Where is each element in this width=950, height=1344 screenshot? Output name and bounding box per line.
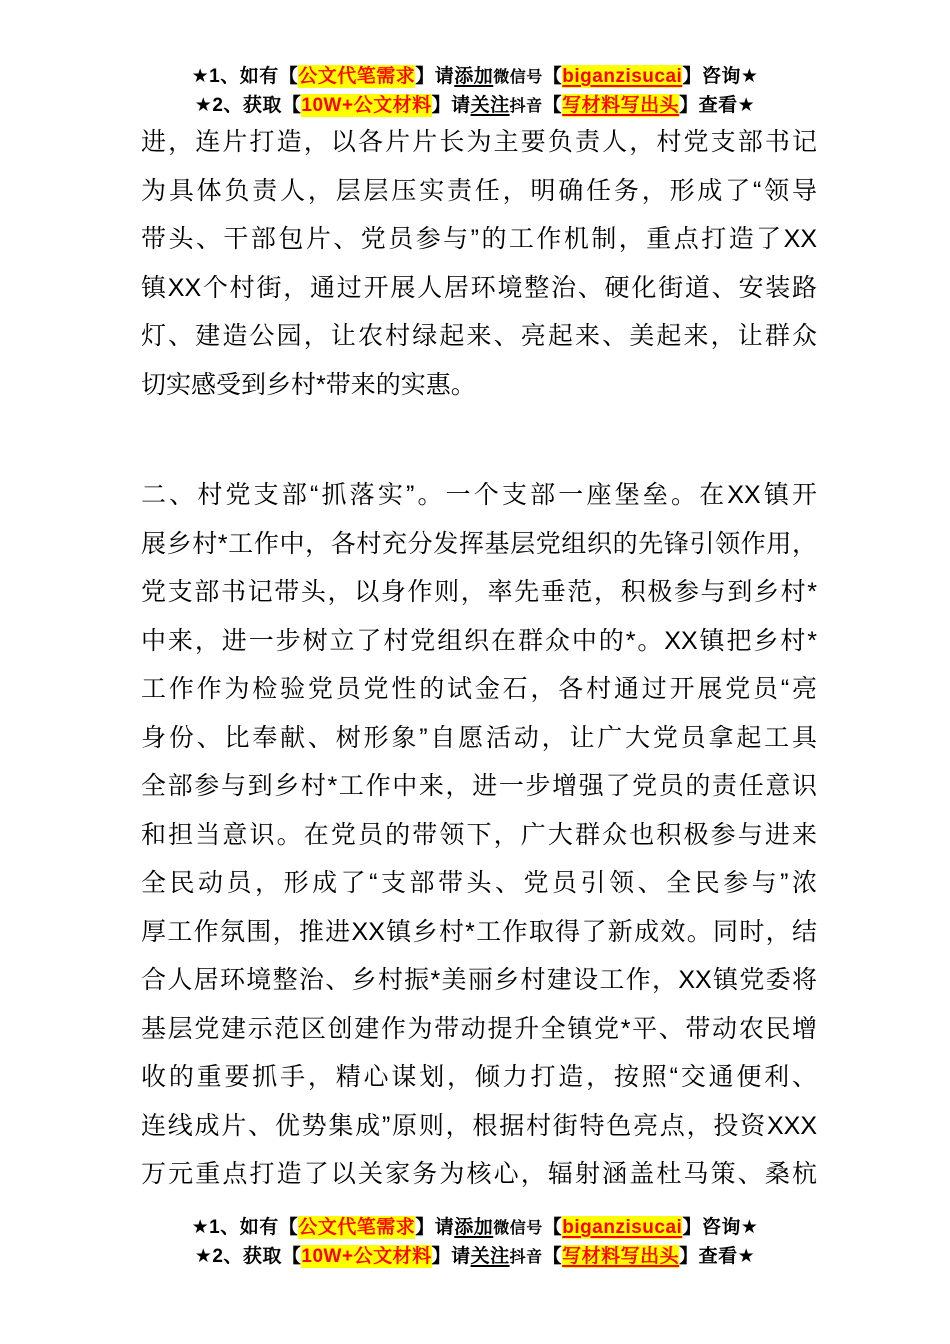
paragraph-2 bbox=[141, 471, 817, 1199]
wechat-label: 微信号 bbox=[493, 1220, 543, 1237]
body-line: 厚工作氛围，推进XX镇乡村*工作取得了新成效。同时，结 bbox=[141, 917, 817, 946]
promo-text: 【 bbox=[542, 1246, 563, 1267]
wechat-id: biganzisucai bbox=[562, 66, 683, 87]
douyin-label: 抖音 bbox=[509, 98, 543, 115]
body-line: 和担当意识。在党员的带领下，广大群众也积极参与进来 bbox=[141, 820, 817, 849]
action-follow-underlined: 关注 bbox=[470, 95, 510, 116]
body-line: 展乡村*工作中，各村充分发挥基层党组织的先锋引领作用， bbox=[141, 529, 817, 558]
paragraph-1 bbox=[141, 118, 817, 409]
header-promo bbox=[0, 63, 950, 121]
action-add-underlined: 添加 bbox=[454, 66, 494, 87]
keyword-highlight: 公文代笔需求 bbox=[298, 1217, 416, 1238]
body-line: 万元重点打造了以关家务为核心，辐射涵盖杜马策、桑杭 bbox=[141, 1160, 817, 1188]
promo-text: 】查看★ bbox=[679, 1246, 756, 1267]
promo-text: 】请 bbox=[431, 1246, 471, 1267]
promo-text: 【 bbox=[542, 95, 563, 116]
promo-text: 【 bbox=[542, 1217, 563, 1238]
douyin-label: 抖音 bbox=[509, 1249, 543, 1266]
promo-line-2 bbox=[0, 1243, 950, 1272]
body-line: 连线成片、优势集成”原则，根据村街特色亮点，投资XXX bbox=[141, 1111, 817, 1140]
body-line: 为具体负责人，层层压实责任，明确任务，形成了“领导 bbox=[141, 176, 817, 205]
wechat-id: biganzisucai bbox=[562, 1217, 683, 1238]
body-line: 带头、干部包片、党员参与”的工作机制，重点打造了XX bbox=[141, 225, 817, 253]
douyin-account: 写材料写出头 bbox=[562, 95, 680, 116]
keyword-highlight: 10W+公文材料 bbox=[301, 1246, 432, 1267]
body-line: 收的重要抓手，精心谋划，倾力打造，按照“交通便利、 bbox=[141, 1063, 817, 1091]
promo-text: ★2、获取【 bbox=[194, 1246, 302, 1267]
promo-line-1 bbox=[0, 1214, 950, 1243]
promo-text: 】咨询★ bbox=[682, 1217, 759, 1238]
body-line: 工作作为检验党员党性的试金石，各村通过开展党员“亮 bbox=[141, 675, 817, 703]
body-line: 身份、比奉献、树形象”自愿活动，让广大党员拿起工具 bbox=[141, 723, 817, 752]
promo-text: 【 bbox=[542, 66, 563, 87]
body-line: 二、村党支部“抓落实”。一个支部一座堡垒。在XX镇开 bbox=[141, 481, 817, 509]
action-add-underlined: 添加 bbox=[454, 1217, 494, 1238]
body-line: 合人居环境整治、乡村振*美丽乡村建设工作，XX镇党委将 bbox=[141, 966, 817, 994]
document-body bbox=[141, 118, 817, 1199]
douyin-account: 写材料写出头 bbox=[562, 1246, 680, 1267]
body-line: 进，连片打造，以各片片长为主要负责人，村党支部书记 bbox=[141, 128, 817, 156]
promo-text: 】咨询★ bbox=[682, 66, 759, 87]
promo-text: ★2、获取【 bbox=[194, 95, 302, 116]
body-line: 全部参与到乡村*工作中来，进一步增强了党员的责任意识 bbox=[141, 772, 817, 800]
promo-text: 】请 bbox=[431, 95, 471, 116]
keyword-highlight: 10W+公文材料 bbox=[301, 95, 432, 116]
promo-text: 】请 bbox=[415, 1217, 455, 1238]
body-line: 灯、建造公园，让农村绿起来、亮起来、美起来，让群众 bbox=[141, 322, 817, 350]
body-line: 中来，进一步树立了村党组织在群众中的*。XX镇把乡村* bbox=[141, 626, 817, 655]
promo-text: 】请 bbox=[415, 66, 455, 87]
body-line: 党支部书记带头，以身作则，率先垂范，积极参与到乡村* bbox=[141, 578, 817, 606]
wechat-label: 微信号 bbox=[493, 69, 543, 86]
body-line: 镇XX个村街，通过开展人居环境整治、硬化街道、安装路 bbox=[141, 273, 817, 302]
body-line: 基层党建示范区创建作为带动提升全镇党*平、带动农民增 bbox=[141, 1014, 817, 1043]
action-follow-underlined: 关注 bbox=[470, 1246, 510, 1267]
keyword-highlight: 公文代笔需求 bbox=[298, 66, 416, 87]
footer-promo bbox=[0, 1214, 950, 1272]
promo-text: ★1、如有【 bbox=[191, 1217, 299, 1238]
body-line: 切实感受到乡村*带来的实惠。 bbox=[141, 370, 476, 399]
promo-line-1 bbox=[0, 63, 950, 92]
promo-line-2 bbox=[0, 92, 950, 121]
promo-text: 】查看★ bbox=[679, 95, 756, 116]
promo-text: ★1、如有【 bbox=[191, 66, 299, 87]
body-line: 全民动员，形成了“支部带头、党员引领、全民参与”浓 bbox=[141, 869, 817, 897]
